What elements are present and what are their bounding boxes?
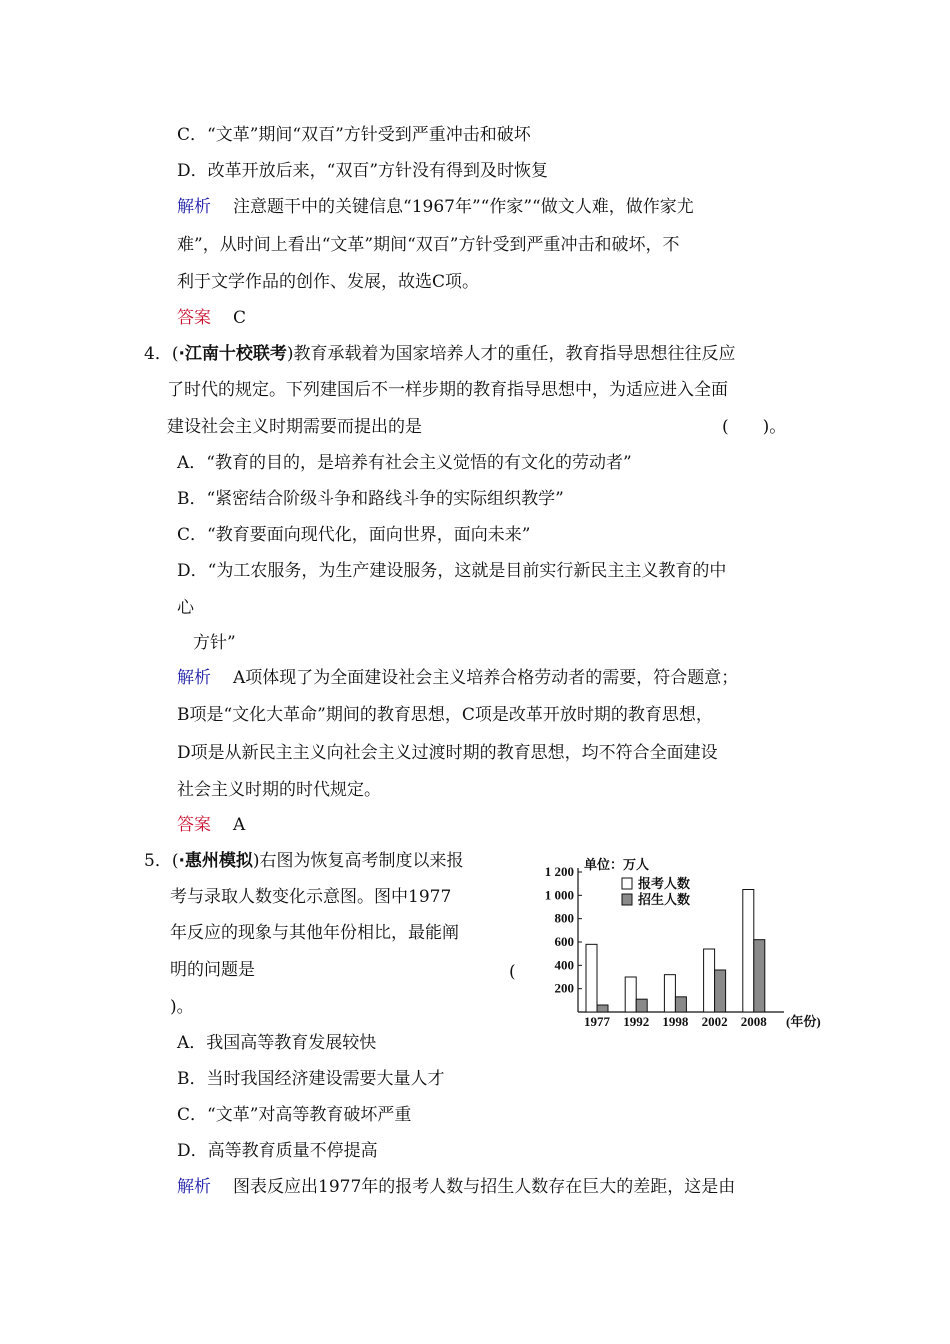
- q3-analysis-line2: 难”，从时间上看出“文革”期间“双百”方针受到严重冲击和破坏，不: [177, 235, 680, 255]
- q5-stem-text1: )右图为恢复高考制度以来报: [252, 851, 464, 871]
- q4-stem-text1: )教育承载着为国家培养人才的重任，教育指导思想往往反应: [286, 344, 736, 364]
- exam-applicants-bar-chart: [532, 855, 832, 1035]
- q5-analysis-text1: 图表反应出1977年的报考人数与招生人数存在巨大的差距，这是由: [233, 1177, 736, 1197]
- y-tick-label: 400: [554, 957, 574, 973]
- q5-option-b: B．当时我国经济建设需要大量人才: [177, 1069, 445, 1089]
- x-tick-label: 2002: [701, 1014, 728, 1029]
- q4-analysis-text1: A项体现了为全面建设社会主义培养合格劳动者的需要，符合题意；: [233, 668, 739, 688]
- y-tick-label: 1 200: [544, 864, 574, 879]
- q3-analysis-line3: 利于文学作品的创作、发展，故选C项。: [177, 272, 480, 292]
- q4-answer-bracket: ( )。: [722, 417, 787, 437]
- analysis-label: 解析: [177, 1177, 211, 1197]
- legend-label-admitted: 招生人数: [638, 892, 691, 907]
- q4-analysis-line3: D项是从新民主主义向社会主义过渡时期的教育思想，均不符合全面建设: [177, 743, 718, 763]
- q5-stem-line4: 明的问题是: [170, 960, 255, 980]
- y-tick-label: 1 000: [544, 887, 574, 903]
- analysis-label: 解析: [177, 197, 211, 217]
- x-tick-label: 1977: [584, 1014, 610, 1029]
- q5-stem-line3: 年反应的现象与其他年份相比，最能阐: [170, 923, 459, 943]
- x-axis-label: (年份): [786, 1014, 821, 1029]
- q5-number: 5．(: [144, 851, 179, 871]
- q4-number: 4．(: [144, 344, 179, 364]
- q4-option-a: A．“教育的目的，是培养有社会主义觉悟的有文化的劳动者”: [177, 453, 632, 473]
- legend-swatch-admitted: [622, 894, 632, 905]
- answer-label: 答案: [177, 815, 211, 835]
- y-tick-label: 800: [554, 910, 574, 926]
- q5-source: ·惠州模拟: [178, 851, 253, 871]
- q5-option-d: D．高等教育质量不停提高: [177, 1141, 378, 1161]
- bar-admitted: [636, 999, 647, 1012]
- q4-stem-line3: 建设社会主义时期需要而提出的是: [167, 417, 422, 437]
- q5-stem-line1: [144, 849, 464, 873]
- q4-option-b: B．“紧密结合阶级斗争和路线斗争的实际组织教学”: [177, 489, 564, 509]
- bar-admitted: [715, 970, 726, 1012]
- q4-analysis-line4: 社会主义时期的时代规定。: [177, 780, 381, 800]
- q5-option-c: C．“文革”对高等教育破坏严重: [177, 1105, 412, 1125]
- bar-applicants: [664, 975, 675, 1012]
- bar-admitted: [754, 940, 765, 1012]
- q5-analysis-line1: [177, 1175, 735, 1199]
- q3-analysis-text1: 注意题干中的关键信息“1967年”“作家”“做文人难，做作家尤: [233, 197, 694, 217]
- bar-applicants: [704, 949, 715, 1012]
- q4-option-d-line1: D．“为工农服务，为生产建设服务，这就是目前实行新民主主义教育的中: [177, 561, 727, 581]
- q4-analysis-line2: B项是“文化大革命”期间的教育思想，C项是改革开放时期的教育思想，: [177, 705, 713, 725]
- q3-analysis-line1: [177, 195, 805, 219]
- bar-applicants: [625, 977, 636, 1012]
- q4-stem-line1: [144, 342, 736, 366]
- x-tick-label: 2008: [740, 1014, 767, 1029]
- q4-option-d-line3: 方针”: [193, 633, 236, 653]
- q5-bracket-open: (: [509, 962, 516, 982]
- y-tick-label: 200: [554, 980, 574, 996]
- q3-option-d: D．改革开放后来，“双百”方针没有得到及时恢复: [177, 161, 549, 181]
- legend-swatch-applicants: [622, 878, 632, 889]
- legend-label-applicants: 报考人数: [638, 876, 691, 891]
- q4-answer: [177, 813, 245, 837]
- analysis-label: 解析: [177, 668, 211, 688]
- bar-applicants: [586, 944, 597, 1012]
- y-tick-label: 600: [554, 934, 574, 949]
- q4-option-c: C．“教育要面向现代化，面向世界，面向未来”: [177, 525, 531, 545]
- bar-admitted: [597, 1005, 608, 1012]
- q4-analysis-line1: [177, 666, 738, 690]
- bar-applicants: [743, 890, 754, 1013]
- q4-stem-line2: 了时代的规定。下列建国后不一样步期的教育指导思想中，为适应进入全面: [167, 380, 728, 400]
- answer-label: 答案: [177, 308, 211, 328]
- q3-answer-value: C: [233, 308, 247, 328]
- q5-bracket-close: )。: [170, 997, 194, 1017]
- bar-admitted: [675, 997, 686, 1012]
- q4-option-d-line2: 心: [177, 598, 194, 618]
- q5-option-a: A．我国高等教育发展较快: [177, 1033, 377, 1053]
- chart-unit-title: 单位：万人: [584, 857, 650, 872]
- q4-source: ·江南十校联考: [178, 344, 287, 364]
- x-tick-label: 1992: [623, 1014, 650, 1029]
- x-tick-label: 1998: [662, 1014, 689, 1029]
- q5-stem-line2: 考与录取人数变化示意图。图中1977: [170, 887, 452, 907]
- q3-option-c: C．“文革”期间“双百”方针受到严重冲击和破坏: [177, 125, 531, 145]
- q4-answer-value: A: [233, 815, 246, 835]
- q3-answer: [177, 306, 246, 330]
